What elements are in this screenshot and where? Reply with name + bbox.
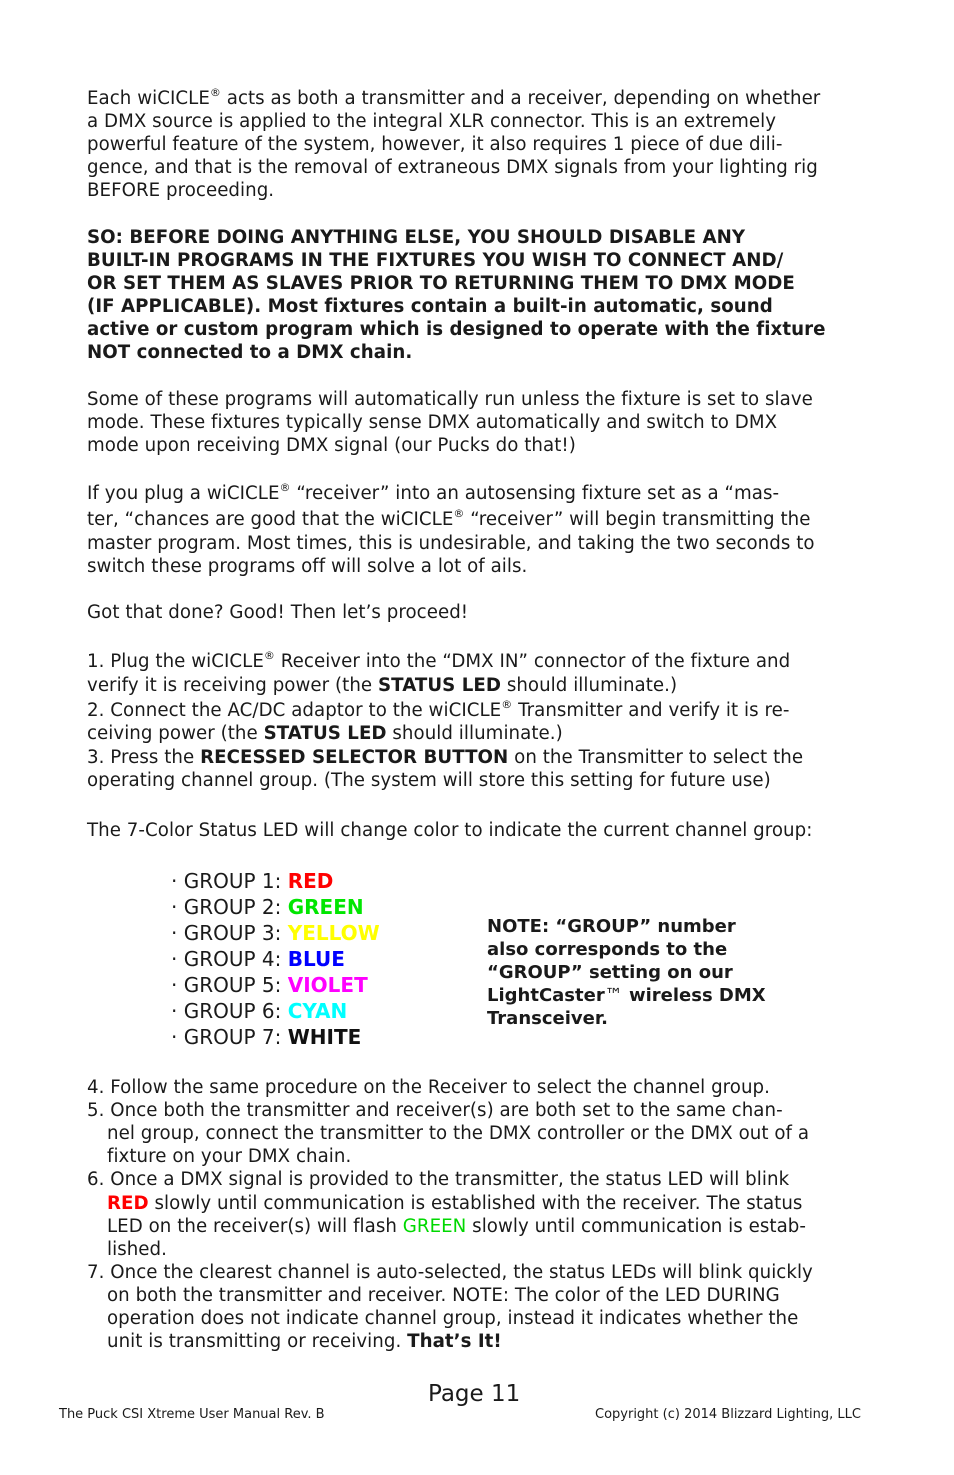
plug-line-2: ter, “chances are good that the wiCICLE® “receiver” will begin transmitting the — [87, 506, 811, 530]
note-line-3: “GROUP” setting on our — [487, 962, 733, 983]
group-5: · GROUP 5: VIOLET — [171, 973, 368, 997]
step-1-line-1: 1. Plug the wiCICLE® Receiver into the “DMX IN” connector of the fixture and — [87, 648, 791, 672]
note-line-5: Transceiver. — [487, 1008, 608, 1029]
intro-line-5: BEFORE proceeding. — [87, 180, 275, 201]
step-6-line-1: 6. Once a DMX signal is provided to the transmitter, the status LED will blink — [87, 1169, 790, 1190]
step-2-line-2: ceiving power (the STATUS LED should illuminate.) — [87, 723, 563, 744]
intro-line-3: powerful feature of the system, however, it also requires 1 piece of due dili- — [87, 134, 783, 155]
warning-line-2: BUILT-IN PROGRAMS IN THE FIXTURES YOU WISH TO CONNECT AND/ — [87, 250, 784, 271]
step-6-line-2: RED slowly until communication is established with the receiver. The status — [107, 1193, 803, 1214]
step-6-line-4: lished. — [107, 1239, 167, 1260]
plug-line-4: switch these programs off will solve a lot of ails. — [87, 556, 528, 577]
step-4-line: 4. Follow the same procedure on the Receiver to select the channel group. — [87, 1077, 770, 1098]
group-4: · GROUP 4: BLUE — [171, 947, 345, 971]
step-7-line-4: unit is transmitting or receiving. That’s It! — [107, 1331, 502, 1352]
led-intro-line: The 7-Color Status LED will change color to indicate the current channel group: — [87, 820, 813, 841]
group-6: · GROUP 6: CYAN — [171, 999, 348, 1023]
note-line-4: LightCaster™ wireless DMX — [487, 985, 766, 1006]
note-line-1: NOTE: “GROUP” number — [487, 916, 736, 937]
step-2-line-1: 2. Connect the AC/DC adaptor to the wiCICLE® Transmitter and verify it is re- — [87, 697, 790, 721]
programs-line-2: mode. These fixtures typically sense DMX automatically and switch to DMX — [87, 412, 778, 433]
group-1: · GROUP 1: RED — [171, 869, 334, 893]
step-3-line-1: 3. Press the RECESSED SELECTOR BUTTON on the Transmitter to select the — [87, 747, 804, 768]
footer-copyright: Copyright (c) 2014 Blizzard Lighting, LLC — [595, 1407, 861, 1422]
step-5-line-3: fixture on your DMX chain. — [107, 1146, 352, 1167]
intro-line-4: gence, and that is the removal of extraneous DMX signals from your lighting rig — [87, 157, 818, 178]
warning-line-3: OR SET THEM AS SLAVES PRIOR TO RETURNING THEM TO DMX MODE — [87, 273, 795, 294]
warning-line-5: active or custom program which is designed to operate with the fixture — [87, 319, 826, 340]
plug-line-3: master program. Most times, this is undesirable, and taking the two seconds to — [87, 533, 815, 554]
plug-line-1: If you plug a wiCICLE® “receiver” into an autosensing fixture set as a “mas- — [87, 480, 780, 504]
warning-line-1: SO: BEFORE DOING ANYTHING ELSE, YOU SHOULD DISABLE ANY — [87, 227, 746, 248]
footer-manual-title: The Puck CSI Xtreme User Manual Rev. B — [59, 1407, 325, 1422]
warning-line-6: NOT connected to a DMX chain. — [87, 342, 413, 363]
step-5-line-2: nel group, connect the transmitter to the DMX controller or the DMX out of a — [107, 1123, 810, 1144]
programs-line-3: mode upon receiving DMX signal (our Pucks do that!) — [87, 435, 576, 456]
step-7-line-2: on both the transmitter and receiver. NOTE: The color of the LED DURING — [107, 1285, 780, 1306]
step-3-line-2: operating channel group. (The system will store this setting for future use) — [87, 770, 771, 791]
step-6-line-3: LED on the receiver(s) will flash GREEN slowly until communication is estab- — [107, 1216, 806, 1237]
group-2: · GROUP 2: GREEN — [171, 895, 364, 919]
got-that-line: Got that done? Good! Then let’s proceed! — [87, 602, 469, 623]
step-1-line-2: verify it is receiving power (the STATUS LED should illuminate.) — [87, 675, 678, 696]
step-7-line-3: operation does not indicate channel group, instead it indicates whether the — [107, 1308, 799, 1329]
intro-line-1: Each wiCICLE® acts as both a transmitter and a receiver, depending on whether — [87, 85, 821, 109]
group-7: · GROUP 7: WHITE — [171, 1025, 362, 1049]
warning-line-4: (IF APPLICABLE). Most fixtures contain a built-in automatic, sound — [87, 296, 773, 317]
programs-line-1: Some of these programs will automatically run unless the fixture is set to slave — [87, 389, 813, 410]
page-number: Page 11 — [428, 1381, 521, 1407]
note-line-2: also corresponds to the — [487, 939, 728, 960]
group-3: · GROUP 3: YELLOW — [171, 921, 380, 945]
intro-line-2: a DMX source is applied to the integral XLR connector. This is an extremely — [87, 111, 777, 132]
step-5-line-1: 5. Once both the transmitter and receiver(s) are both set to the same chan- — [87, 1100, 783, 1121]
step-7-line-1: 7. Once the clearest channel is auto-selected, the status LEDs will blink quickly — [87, 1262, 813, 1283]
